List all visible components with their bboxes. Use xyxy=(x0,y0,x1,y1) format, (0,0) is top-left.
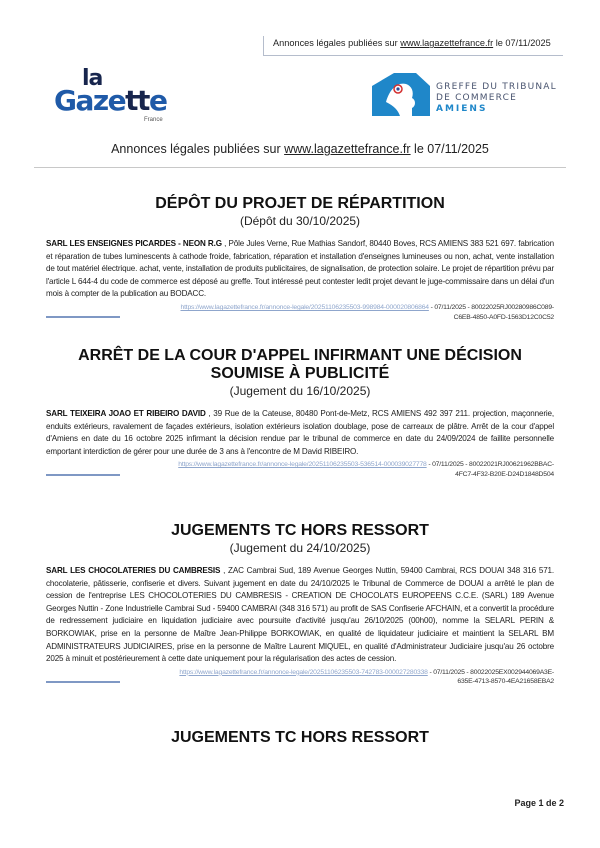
gazette-logo xyxy=(54,66,184,126)
banner-link[interactable]: www.lagazettefrance.fr xyxy=(400,38,494,48)
announcement-subtitle: (Dépôt du 30/10/2025) xyxy=(239,214,361,228)
announcement-reference: https://www.lagazettefrance.fr/annonce-legale/20251106235503-998984-000020806864 - 07/11/2025 - 80022025RJ00280986C089- C6EB-4850-A0FD-1563D12C0C52 xyxy=(180,303,554,321)
announcement-body: SARL LES CHOCOLATERIES DU CAMBRESIS , ZAC Cambrai Sud, 189 Avenue Georges Nuttin, 59400 Cambrai, RCS DOUAI 348 316 571. chocolaterie, pâtisserie, confiserie et divers. Suivant jugement en date du 24/10/2025 le Tribunal de Commerce de DOUAI a arrêté le plan de cession de l'entreprise LES CHOCOLOTERIES DU CAMBRESIS - CREATION DE CHOCOLATS EUROPEENS C.C.E. (SARL) 189 Avenue Georges Nuttin - Zone Industrielle Cambrai Sud - 59400 CAMBRAI (348 316 571) au profit de SAS Confiserie AFCHAIN, et a convertit la procédure de redressement judiciaire en liquidation judiciaire avec poursuite d'activité jusqu'au 26/10/2025 (00h00), nomme la SELARL PERIN & BORKOWIAK, prise en la personne de Maître Jean-Philippe BORKOWIAK, en qualité de liquidateur judiciaire et maintient la SELARL BM ADMINISTRATEURS JUDICIAIRES, prise en la personne de Maître Laurent MIQUEL, en qualité d'Administrateur Judiciaire jusqu'au 26 octobre 2025 à minuit et postérieurement à cette date uniquement pour la régularisation des actes de cession. xyxy=(46,566,555,664)
announcement-title: ARRÊT DE LA COUR D'APPEL INFIRMANT UNE DÉCISION SOUMISE À PUBLICITÉ xyxy=(78,347,522,382)
announcement xyxy=(46,729,554,747)
greffe-text: GREFFE DU TRIBUNAL DE COMMERCE AMIENS xyxy=(436,82,557,114)
announcement-subtitle: (Jugement du 16/10/2025) xyxy=(229,384,371,398)
banner-prefix: Annonces légales publiées sur xyxy=(273,38,401,48)
logo-gazette-word: Gazette xyxy=(54,84,167,117)
logo-france: France xyxy=(144,117,163,123)
announcement-link[interactable]: https://www.lagazettefrance.fr/annonce-legale/20251106235503-742783-000027280338 xyxy=(179,668,428,676)
announcement-body: SARL LES ENSEIGNES PICARDES - NEON R.G , Pôle Jules Verne, Rue Mathias Sandorf, 80440 Boves, RCS AMIENS 383 521 697. fabrication et réparation de tubes luminescents à cathode froide, fabrication, réparation et installation d'enseignes lumineuses ou non, achat, vente installation de tout matériel électrique. achat, vente, installation de produits publicitaires, de signalisation, de protection solaire. Le projet de répartition prévu par l'article L 644-4 du code de commerce est déposé au greffe. Tout intéressé peut contester ledit projet devant le juge-commissaire dans un délai d'un mois à compter de la publication au BODACC. xyxy=(46,239,554,299)
subheader: Annonces légales publiées sur www.lagazettefrance.fr le 07/11/2025 xyxy=(111,142,489,156)
announcement-divider xyxy=(46,474,120,476)
announcement-title: DÉPÔT DU PROJET DE RÉPARTITION xyxy=(155,195,445,212)
subheader-link[interactable]: www.lagazettefrance.fr xyxy=(284,142,411,156)
announcement-link[interactable]: https://www.lagazettefrance.fr/annonce-legale/20251106235503-998984-000020806864 xyxy=(180,303,429,311)
announcement-reference: https://www.lagazettefrance.fr/annonce-legale/20251106235503-536514-000039027778 - 07/11/2025 - 80022021RJ00621962BBAC- 4FC7-4F32-B20E-D24D1848D504 xyxy=(178,461,554,478)
announcement-body: SARL TEIXEIRA JOAO ET RIBEIRO DAVID , 39 Rue de la Cateuse, 80480 Pont-de-Metz, RCS AMIENS 492 397 211. projection, maçonnerie, enduits extérieurs, ravalement de façades extérieurs, isolation extérieurs isolation doublage, pose de carreaux de plâtre. Arrêt de la cour d'appel d'Amiens en date du 16 octobre 2025 infirmant la décision rendue par le tribunal de commerce en date du 24/09/2024 de faillite personnelle emportant interdiction de gérer pour une durée de 3 ans à l'encontre de M David RIBEIRO. xyxy=(46,409,555,456)
greffe-logo xyxy=(372,72,572,116)
company-name: SARL LES CHOCOLATERIES DU CAMBRESIS xyxy=(46,566,221,575)
announcement xyxy=(46,522,555,686)
announcement-divider xyxy=(46,316,120,318)
announcement-title: JUGEMENTS TC HORS RESSORT xyxy=(171,522,429,539)
announcement xyxy=(46,195,554,321)
page-number: Page 1 de 2 xyxy=(514,798,564,808)
logo-la: la xyxy=(82,66,103,91)
announcement-title: JUGEMENTS TC HORS RESSORT xyxy=(171,729,429,746)
announcement-link[interactable]: https://www.lagazettefrance.fr/annonce-legale/20251106235503-536514-000039027778 xyxy=(178,461,427,469)
announcement-divider xyxy=(46,681,120,683)
top-banner xyxy=(263,36,563,56)
announcement-reference: https://www.lagazettefrance.fr/annonce-legale/20251106235503-742783-000027280338 - 07/11/2025 - 80022025EX002944069A3E- 635E-4713-8570-4EA21658EBA2 xyxy=(179,668,554,686)
company-name: SARL TEIXEIRA JOAO ET RIBEIRO DAVID xyxy=(46,409,206,418)
company-name: SARL LES ENSEIGNES PICARDES - NEON R.G xyxy=(46,239,222,248)
announcement xyxy=(46,347,554,476)
marianne-emblem-icon xyxy=(372,72,430,116)
announcement-subtitle: (Jugement du 24/10/2025) xyxy=(229,541,371,555)
header-divider xyxy=(34,167,566,168)
banner-suffix: le 07/11/2025 xyxy=(493,38,551,48)
